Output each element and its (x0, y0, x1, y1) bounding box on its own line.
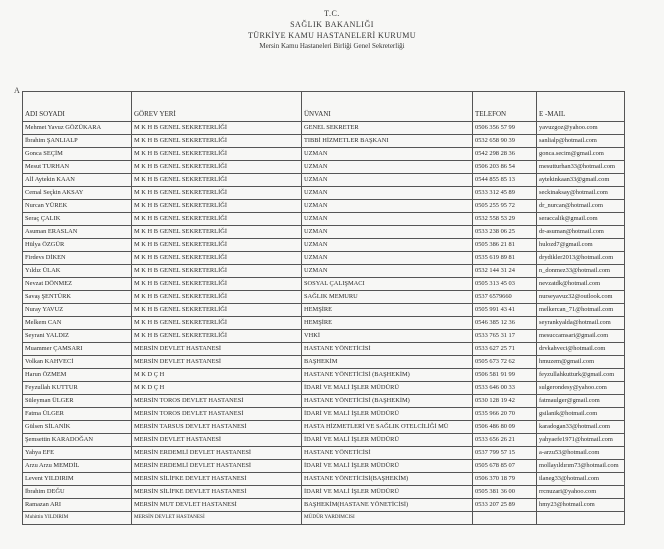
table-row (23, 486, 625, 499)
cell-duty-location: MERSİN MUT DEVLET HASTANESİ (132, 499, 302, 512)
cell-phone (473, 512, 537, 525)
column-header-phone: TELEFON (473, 92, 537, 122)
cell-title: İDARİ VE MALİ İŞLER MÜDÜRÜ (302, 382, 473, 395)
cell-duty-location: MERSİN DEVLET HASTANESİ (132, 512, 302, 525)
table-row (23, 278, 625, 291)
cell-title: UZMAN (302, 148, 473, 161)
cell-title: HASTANE YÖNETİCİSİ (BAŞHEKİM) (302, 395, 473, 408)
table-row (23, 356, 625, 369)
margin-marker: A (14, 86, 20, 95)
cell-email: hulozd7@gmail.com (537, 239, 625, 252)
cell-name: Hülya ÖZGÜR (23, 239, 132, 252)
cell-phone: 0505 381 36 00 (473, 486, 537, 499)
cell-title: TIBBİ HİZMETLER BAŞKANI (302, 135, 473, 148)
column-header-title: ÜNVANI (302, 92, 473, 122)
cell-name: Ramazan ARI (23, 499, 132, 512)
table-row (23, 408, 625, 421)
cell-name: Volkan KAHVECİ (23, 356, 132, 369)
cell-name: Arzu Arzu MEMDİL (23, 460, 132, 473)
cell-title: UZMAN (302, 187, 473, 200)
table-row (23, 122, 625, 135)
cell-phone: 0533 646 00 33 (473, 382, 537, 395)
cell-title: UZMAN (302, 213, 473, 226)
cell-title: UZMAN (302, 226, 473, 239)
cell-name: Fatma ÜLGER (23, 408, 132, 421)
cell-email: nurseyavuz32@outlook.com (537, 291, 625, 304)
cell-phone: 0505 255 95 72 (473, 200, 537, 213)
cell-name: İbrahim DEĞU (23, 486, 132, 499)
cell-name: Seyrani YALDIZ (23, 330, 132, 343)
table-row (23, 174, 625, 187)
cell-duty-location: M K H B GENEL SEKRETERLİĞİ (132, 317, 302, 330)
cell-phone: 0506 370 18 79 (473, 473, 537, 486)
cell-phone: 0533 238 06 25 (473, 226, 537, 239)
cell-title: İDARİ VE MALİ İŞLER MÜDÜRÜ (302, 460, 473, 473)
cell-title: HASTANE YÖNETİCİSİ (302, 343, 473, 356)
cell-phone: 0546 385 12 36 (473, 317, 537, 330)
cell-name: Yıldız ÜLAK (23, 265, 132, 278)
column-header-duty-location: GÖREV YERİ (132, 92, 302, 122)
cell-phone: 0533 207 25 89 (473, 499, 537, 512)
cell-name: Feyzullah KUTTUR (23, 382, 132, 395)
cell-name: Levent YILDIRIM (23, 473, 132, 486)
header-line-1: T.C. (324, 9, 340, 18)
cell-duty-location: M K H B GENEL SEKRETERLİĞİ (132, 291, 302, 304)
cell-phone: 0505 313 45 03 (473, 278, 537, 291)
cell-name: Cemal Seçkin AKSAY (23, 187, 132, 200)
cell-duty-location: M K H B GENEL SEKRETERLİĞİ (132, 252, 302, 265)
cell-duty-location: MERSİN SİLİFKE DEVLET HASTANESİ (132, 473, 302, 486)
cell-title: UZMAN (302, 200, 473, 213)
cell-email: karadogan33@hotmail.com (537, 421, 625, 434)
cell-phone: 0532 558 53 29 (473, 213, 537, 226)
table-row (23, 252, 625, 265)
table-row (23, 213, 625, 226)
cell-email: a-arzu53@hotmail.com (537, 447, 625, 460)
table-row (23, 499, 625, 512)
cell-name: Gülsen SİLANİK (23, 421, 132, 434)
table-row (23, 226, 625, 239)
cell-duty-location: M K H B GENEL SEKRETERLİĞİ (132, 239, 302, 252)
table-row (23, 304, 625, 317)
cell-duty-location: M K H B GENEL SEKRETERLİĞİ (132, 226, 302, 239)
cell-phone: 0537 6579660 (473, 291, 537, 304)
column-header-name: ADI SOYADI (23, 92, 132, 122)
cell-email: seraccalik@gmail.com (537, 213, 625, 226)
cell-phone: 0542 298 28 36 (473, 148, 537, 161)
cell-name: Nurcan YÜREK (23, 200, 132, 213)
table-row (23, 434, 625, 447)
cell-email: hmy23@hotmail.com (537, 499, 625, 512)
cell-name: İbrahim ŞANLIALP (23, 135, 132, 148)
cell-name: Gonca SEÇİM (23, 148, 132, 161)
cell-email: rrcnuzari@yahoo.com (537, 486, 625, 499)
cell-phone: 0535 619 89 81 (473, 252, 537, 265)
cell-title: UZMAN (302, 252, 473, 265)
cell-phone: 0535 966 20 70 (473, 408, 537, 421)
cell-duty-location: M K H B GENEL SEKRETERLİĞİ (132, 148, 302, 161)
cell-name: Yahya EFE (23, 447, 132, 460)
cell-title: GENEL SEKRETER (302, 122, 473, 135)
cell-duty-location: M K H B GENEL SEKRETERLİĞİ (132, 135, 302, 148)
cell-email: gsilanik@hotmail.com (537, 408, 625, 421)
cell-phone: 0533 765 31 17 (473, 330, 537, 343)
cell-name: Nuray YAVUZ (23, 304, 132, 317)
cell-email: nevzatdk@hotmail.com (537, 278, 625, 291)
table-row (23, 135, 625, 148)
cell-phone: 0505 673 72 62 (473, 356, 537, 369)
cell-duty-location: MERSİN DEVLET HASTANESİ (132, 356, 302, 369)
cell-phone: 0506 486 80 09 (473, 421, 537, 434)
cell-duty-location: MERSİN DEVLET HASTANESİ (132, 343, 302, 356)
cell-email: hmuzem@gmail.com (537, 356, 625, 369)
cell-email: sulgerondesy@yahoo.com (537, 382, 625, 395)
cell-duty-location: M K D Ç H (132, 369, 302, 382)
cell-name: Savaş ŞENTÜRK (23, 291, 132, 304)
cell-phone: 0505 991 43 41 (473, 304, 537, 317)
cell-title: VHKİ (302, 330, 473, 343)
table-row (23, 148, 625, 161)
cell-duty-location: MERSİN ERDEMLİ DEVLET HASTANESİ (132, 460, 302, 473)
cell-email: gonca.secim@gmail.com (537, 148, 625, 161)
document-header (0, 8, 664, 52)
table-row (23, 161, 625, 174)
cell-title: UZMAN (302, 239, 473, 252)
cell-phone: 0533 627 25 71 (473, 343, 537, 356)
cell-duty-location: M K H B GENEL SEKRETERLİĞİ (132, 200, 302, 213)
table-row (23, 330, 625, 343)
cell-duty-location: M K H B GENEL SEKRETERLİĞİ (132, 278, 302, 291)
cell-duty-location: M K H B GENEL SEKRETERLİĞİ (132, 187, 302, 200)
cell-phone: 0544 855 85 13 (473, 174, 537, 187)
cell-name: Süleyman ÜLGER (23, 395, 132, 408)
cell-phone: 0506 581 91 99 (473, 369, 537, 382)
cell-title: HEMŞİRE (302, 317, 473, 330)
table-row (23, 291, 625, 304)
cell-title: HASTANE YÖNETİCİSİ (BAŞHEKİM) (302, 369, 473, 382)
cell-name: Harun ÖZMEM (23, 369, 132, 382)
cell-phone: 0530 128 19 42 (473, 395, 537, 408)
cell-title: SAĞLIK MEMURU (302, 291, 473, 304)
cell-email: yahyaefe1971@hotmail.com (537, 434, 625, 447)
cell-duty-location: M K H B GENEL SEKRETERLİĞİ (132, 161, 302, 174)
table-row (23, 473, 625, 486)
cell-duty-location: M K H B GENEL SEKRETERLİĞİ (132, 213, 302, 226)
cell-title: İDARİ VE MALİ İŞLER MÜDÜRÜ (302, 434, 473, 447)
cell-duty-location: M K H B GENEL SEKRETERLİĞİ (132, 304, 302, 317)
cell-title: SOSYAL ÇALIŞMACI (302, 278, 473, 291)
cell-phone: 0506 356 57 99 (473, 122, 537, 135)
cell-title: İDARİ VE MALİ İŞLER MÜDÜRÜ (302, 408, 473, 421)
cell-duty-location: M K H B GENEL SEKRETERLİĞİ (132, 122, 302, 135)
cell-name: Firdevs DİKEN (23, 252, 132, 265)
cell-duty-location: MERSİN TOROS DEVLET HASTANESİ (132, 395, 302, 408)
table-row (23, 317, 625, 330)
table-row (23, 343, 625, 356)
cell-name: Şemsettin KARADOĞAN (23, 434, 132, 447)
header-line-4: Mersin Kamu Hastaneleri Birliği Genel Sekreterliği (259, 42, 405, 50)
cell-title: HASTA HİZMETLERİ VE SAĞLIK OTELCİLİĞİ MÜ (302, 421, 473, 434)
table-row (23, 447, 625, 460)
cell-name: Seraç ÇALIK (23, 213, 132, 226)
cell-title: UZMAN (302, 265, 473, 278)
cell-email: ilaneg33@hotmail.com (537, 473, 625, 486)
cell-email: n_donmez33@hotmail.com (537, 265, 625, 278)
staff-table (22, 91, 625, 525)
cell-email: sanlialp@hotmail.com (537, 135, 625, 148)
column-header-email: E -MAIL (537, 92, 625, 122)
cell-name: Alİ Aytekin KAAN (23, 174, 132, 187)
cell-phone: 0505 386 21 81 (473, 239, 537, 252)
table-body (23, 122, 625, 525)
cell-phone: 0532 658 90 39 (473, 135, 537, 148)
cell-phone: 0533 656 26 21 (473, 434, 537, 447)
cell-duty-location: MERSİN TARSUS DEVLET HASTANESİ (132, 421, 302, 434)
cell-name: Muhittin YILDIRIM (23, 512, 132, 525)
cell-duty-location: M K H B GENEL SEKRETERLİĞİ (132, 265, 302, 278)
cell-name: Melkem CAN (23, 317, 132, 330)
cell-title: HEMŞİRE (302, 304, 473, 317)
table-row (23, 200, 625, 213)
header-line-2: SAĞLIK BAKANLIĞI (290, 20, 374, 29)
table-row (23, 395, 625, 408)
cell-title: HASTANE YÖNETİCİSİ(BAŞHEKİM) (302, 473, 473, 486)
cell-email: melkercan_71@hotmail.com (537, 304, 625, 317)
table-row (23, 265, 625, 278)
cell-phone: 0537 799 57 15 (473, 447, 537, 460)
cell-email: feyzullahkutturk@gmail.com (537, 369, 625, 382)
cell-title: MÜDÜR YARDIMCISI (302, 512, 473, 525)
cell-title: HASTANE YÖNETİCİSİ (302, 447, 473, 460)
table-row (23, 239, 625, 252)
cell-email: aytekinkaan33@gmail.com (537, 174, 625, 187)
table-row (23, 382, 625, 395)
cell-title: İDARİ VE MALİ İŞLER MÜDÜRÜ (302, 486, 473, 499)
cell-email: seckinaksay@hotmail.com (537, 187, 625, 200)
cell-phone: 0533 312 45 89 (473, 187, 537, 200)
table-row (23, 421, 625, 434)
header-line-3: TÜRKİYE KAMU HASTANELERİ KURUMU (248, 31, 416, 40)
cell-name: Mesut TURHAN (23, 161, 132, 174)
cell-name: Nevzat DÖNMEZ (23, 278, 132, 291)
cell-email: dr_nurcan@hotmail.com (537, 200, 625, 213)
cell-title: UZMAN (302, 174, 473, 187)
cell-email: seyrankyalda@hotmail.com (537, 317, 625, 330)
cell-name: Asuman ERASLAN (23, 226, 132, 239)
table-row (23, 460, 625, 473)
cell-title: BAŞHEKİM (302, 356, 473, 369)
cell-email: drvkahveci@hotmail.com (537, 343, 625, 356)
cell-name: Muammer ÇAMSARI (23, 343, 132, 356)
table-header-row (23, 92, 625, 122)
cell-duty-location: MERSİN TOROS DEVLET HASTANESİ (132, 408, 302, 421)
cell-email: mesutturhan33@hotmail.com (537, 161, 625, 174)
cell-title: BAŞHEKİM(HASTANE YÖNETİCİSİ) (302, 499, 473, 512)
cell-phone: 0532 144 31 24 (473, 265, 537, 278)
cell-duty-location: M K H B GENEL SEKRETERLİĞİ (132, 330, 302, 343)
cell-duty-location: MERSİN SİLİFKE DEVLET HASTANESİ (132, 486, 302, 499)
table-row (23, 512, 625, 525)
cell-duty-location: M K H B GENEL SEKRETERLİĞİ (132, 174, 302, 187)
cell-email: drydikler2013@hotmail.com (537, 252, 625, 265)
cell-name: Mehmet Yavuz GÖZÜKARA (23, 122, 132, 135)
cell-duty-location: MERSİN DEVLET HASTANESİ (132, 434, 302, 447)
cell-phone: 0506 203 86 54 (473, 161, 537, 174)
cell-email: dr-asuman@hotmail.com (537, 226, 625, 239)
cell-duty-location: M K D Ç H (132, 382, 302, 395)
cell-phone: 0505 678 85 07 (473, 460, 537, 473)
cell-title: UZMAN (302, 161, 473, 174)
cell-duty-location: MERSİN ERDEMLİ DEVLET HASTANESİ (132, 447, 302, 460)
cell-email (537, 512, 625, 525)
table-row (23, 187, 625, 200)
table-row (23, 369, 625, 382)
cell-email: yavuzgoz@yahoo.com (537, 122, 625, 135)
cell-email: mollayıldırım73@hotmail.com (537, 460, 625, 473)
cell-email: fatmaulger@gmail.com (537, 395, 625, 408)
cell-email: mesuccamsari@gmail.com (537, 330, 625, 343)
